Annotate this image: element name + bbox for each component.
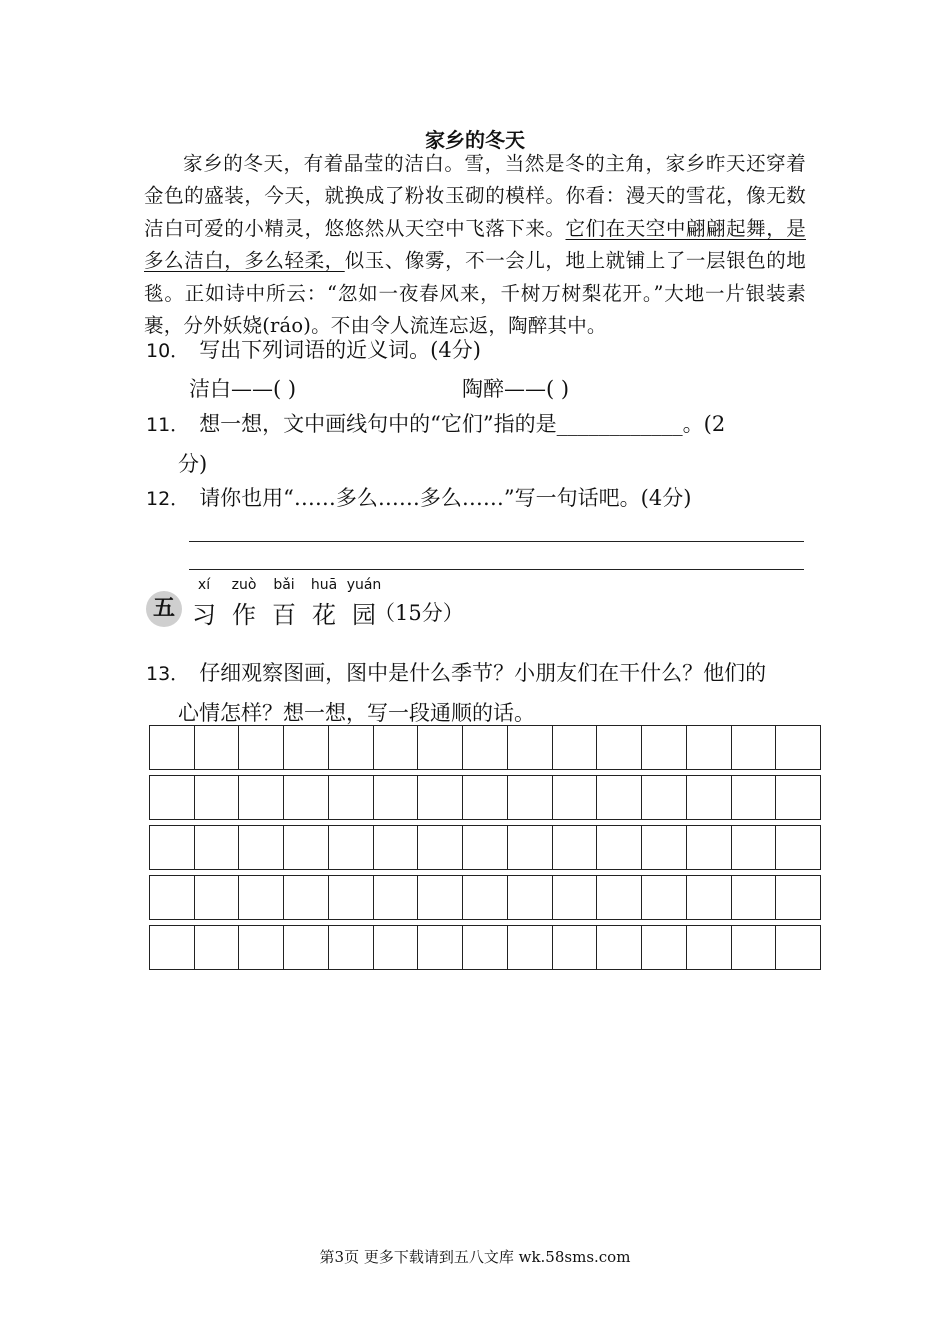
grid-cell[interactable] [284,776,329,819]
grid-cell[interactable] [329,726,374,769]
grid-cell[interactable] [732,776,777,819]
grid-cell[interactable] [329,876,374,919]
grid-cell[interactable] [195,826,240,869]
grid-cell[interactable] [553,826,598,869]
grid-row [149,725,821,770]
grid-cell[interactable] [732,826,777,869]
underlined-sentence: 它们在天空中翩翩起舞，是多么洁白，多么轻柔， [144,216,807,273]
grid-cell[interactable] [553,876,598,919]
grid-cell[interactable] [239,876,284,919]
grid-cell[interactable] [553,726,598,769]
grid-cell[interactable] [418,726,463,769]
grid-cell[interactable] [150,776,195,819]
section-number-badge: 五 [146,591,182,627]
grid-cell[interactable] [553,926,598,969]
grid-cell[interactable] [687,826,732,869]
grid-cell[interactable] [150,926,195,969]
section-score: （15分） [374,601,464,625]
heading-char-3: 百 [272,601,296,629]
grid-cell[interactable] [284,876,329,919]
answer-line-1 [189,541,804,542]
grid-cell[interactable] [642,826,687,869]
question-number: 12． [146,488,190,510]
question-number: 11． [146,414,190,436]
grid-cell[interactable] [195,776,240,819]
grid-cell[interactable] [776,776,820,819]
grid-row [149,825,821,870]
passage-text-before: 家乡的冬天，有着晶莹的洁白。雪，当然是冬的主角，家乡昨天还穿着金色的盛装，今天，就换成了粉妆玉砌的模样。你看：漫天的雪花，像无数洁白可爱的小精灵，悠悠然从天空中飞落下来。 [144,152,806,240]
grid-row [149,775,821,820]
grid-cell[interactable] [508,926,553,969]
grid-cell[interactable] [776,826,820,869]
grid-cell[interactable] [508,826,553,869]
heading-char-4: 花 [312,601,336,629]
grid-cell[interactable] [195,876,240,919]
grid-cell[interactable] [597,826,642,869]
grid-cell[interactable] [418,826,463,869]
grid-cell[interactable] [642,926,687,969]
grid-cell[interactable] [687,776,732,819]
grid-cell[interactable] [284,726,329,769]
grid-cell[interactable] [642,726,687,769]
question-11 [146,408,725,441]
grid-cell[interactable] [687,876,732,919]
grid-cell[interactable] [463,826,508,869]
passage-text-after: 似玉、像雾，不一会儿，地上就铺上了一层银色的地毯。正如诗中所云：“忽如一夜春风来，千树万树梨花开。”大地一片银装素裹，分外妖娆(ráo)。不由令人流连忘返，陶醉其中。 [144,249,806,338]
grid-cell[interactable] [150,726,195,769]
grid-cell[interactable] [508,776,553,819]
grid-cell[interactable] [776,876,820,919]
grid-cell[interactable] [284,826,329,869]
grid-cell[interactable] [239,926,284,969]
grid-cell[interactable] [329,826,374,869]
pinyin-1: xí [197,577,211,593]
question-number: 10． [146,340,190,362]
writing-grid[interactable] [149,725,821,975]
question-text: 写出下列词语的近义词。(4分) [199,338,481,362]
grid-cell[interactable] [195,926,240,969]
question-13-continuation: 心情怎样？想一想，写一段通顺的话。 [178,701,535,725]
grid-cell[interactable] [597,876,642,919]
grid-cell[interactable] [776,926,820,969]
grid-cell[interactable] [642,776,687,819]
pinyin-5: yuán [346,577,382,593]
pinyin-2: zuò [231,577,257,593]
grid-cell[interactable] [776,726,820,769]
grid-cell[interactable] [597,726,642,769]
heading-char-5: 园 [352,601,376,629]
synonym-item-2: 陶醉——( ) [462,377,570,401]
grid-row [149,925,821,970]
grid-cell[interactable] [150,826,195,869]
grid-cell[interactable] [687,926,732,969]
pinyin-4: huā [310,577,338,593]
grid-cell[interactable] [418,776,463,819]
grid-cell[interactable] [597,926,642,969]
grid-cell[interactable] [463,776,508,819]
grid-cell[interactable] [150,876,195,919]
question-12 [146,482,691,515]
grid-cell[interactable] [374,726,419,769]
grid-cell[interactable] [329,776,374,819]
grid-cell[interactable] [418,926,463,969]
grid-cell[interactable] [374,926,419,969]
passage-title: 家乡的冬天 [425,128,525,152]
grid-cell[interactable] [732,876,777,919]
grid-cell[interactable] [239,726,284,769]
question-number: 13． [146,663,190,685]
grid-cell[interactable] [687,726,732,769]
grid-cell[interactable] [418,876,463,919]
question-13 [146,657,766,690]
synonym-item-1: 洁白——( ) [189,377,297,401]
grid-cell[interactable] [463,926,508,969]
grid-cell[interactable] [374,826,419,869]
grid-cell[interactable] [195,726,240,769]
heading-char-2: 作 [232,601,256,629]
grid-cell[interactable] [732,726,777,769]
grid-cell[interactable] [284,926,329,969]
grid-cell[interactable] [642,876,687,919]
section-5-heading [146,577,546,627]
grid-cell[interactable] [553,776,598,819]
grid-cell[interactable] [374,876,419,919]
grid-cell[interactable] [329,926,374,969]
pinyin-3: bǎi [273,577,295,593]
grid-cell[interactable] [239,776,284,819]
question-text: 仔细观察图画，图中是什么季节？小朋友们在干什么？他们的 [199,661,767,685]
grid-cell[interactable] [374,776,419,819]
grid-cell[interactable] [597,776,642,819]
grid-cell[interactable] [508,876,553,919]
page-footer: 第3页 更多下载请到五八文库 wk.58sms.com [319,1248,631,1266]
grid-cell[interactable] [732,926,777,969]
grid-row [149,875,821,920]
grid-cell[interactable] [463,726,508,769]
question-text: 想一想，文中画线句中的“它们”指的是____________。(2 [199,412,726,436]
question-text: 请你也用“……多么……多么……”写一句话吧。(4分) [199,486,692,510]
answer-line-2 [189,569,804,570]
grid-cell[interactable] [239,826,284,869]
question-10 [146,334,481,367]
heading-char-1: 习 [192,601,216,629]
grid-cell[interactable] [463,876,508,919]
grid-cell[interactable] [508,726,553,769]
passage-text [144,148,806,342]
question-11-continuation: 分) [178,452,208,476]
